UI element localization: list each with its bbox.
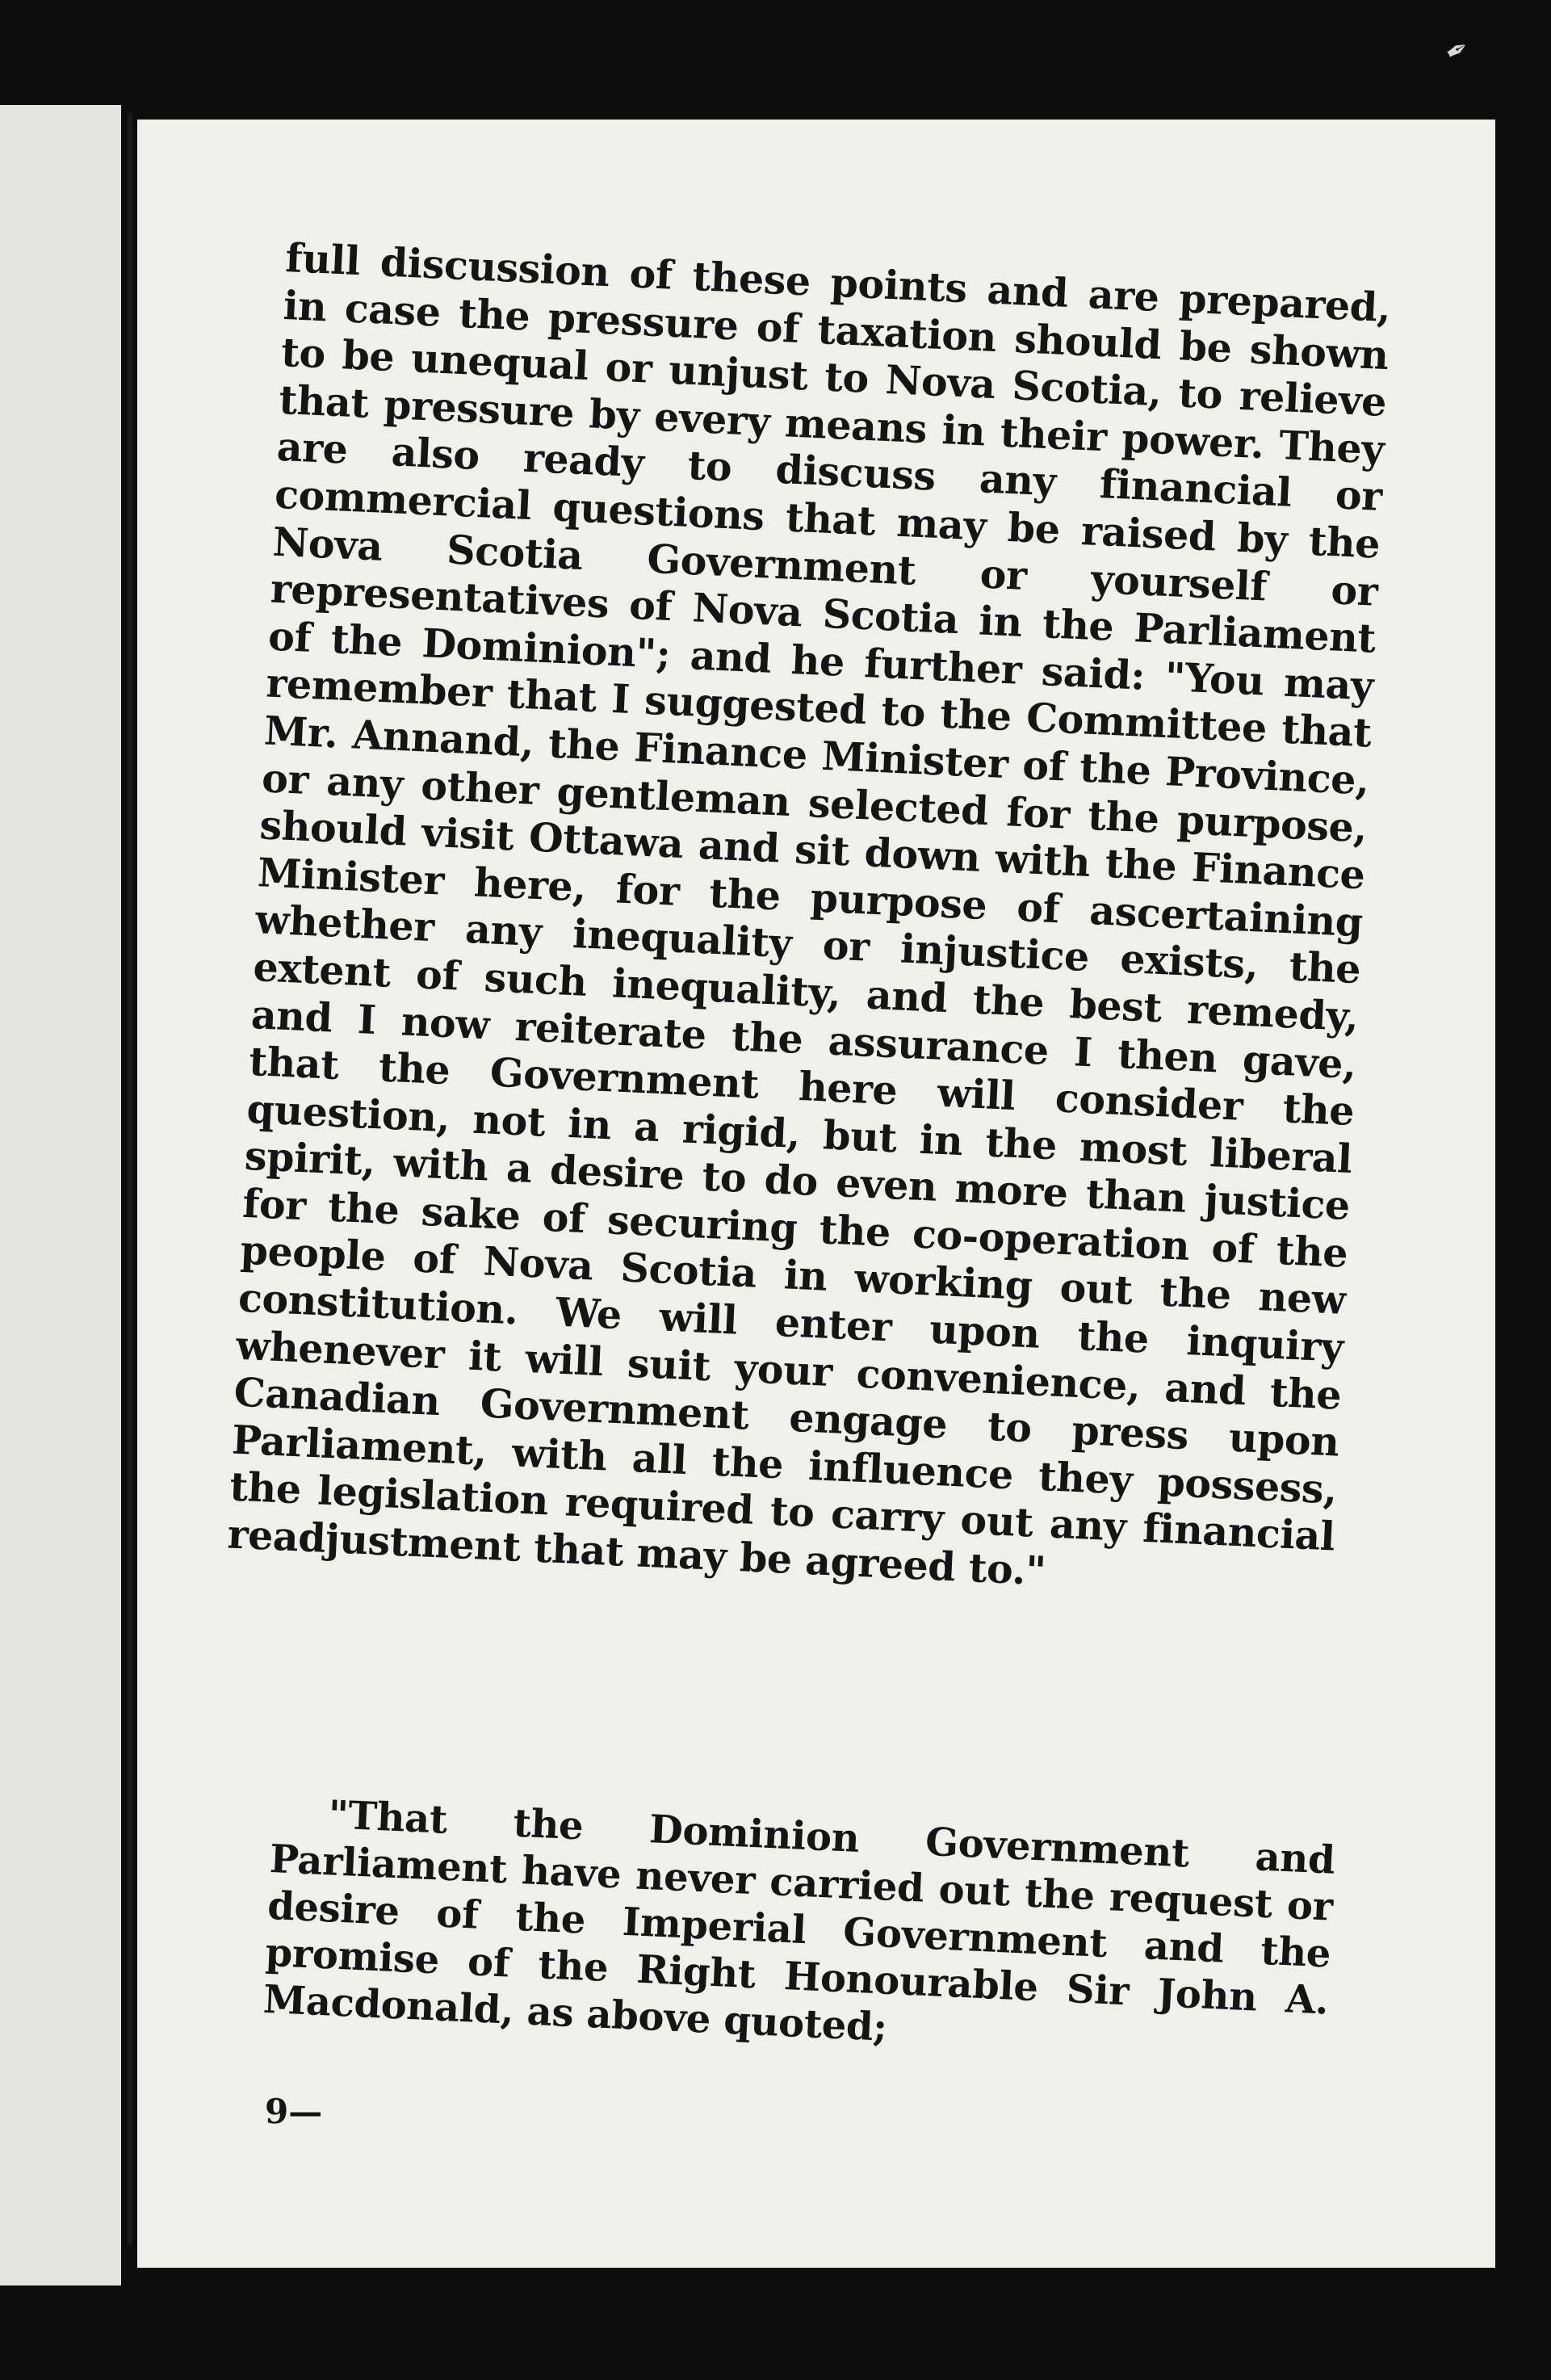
resolution-paragraph: "That the Dominion Government and Parliament have never carried out the request or desire of the Imperial Government and the promise of the Right Honourable Sir John A. Macdonald, as above quoted; [262, 1792, 1336, 2050]
continued-quotation-paragraph: full discussion of these points and are prepared, in case the pressure of taxation should be shown to be unequal or unjust to Nova Scotia, to relieve that pressure by every means in their power. They are also ready to discuss any financial or commercial questions that may be raised by the Nova Scotia Government or yourself or representatives of Nova Scotia in the Parliament of the Dominion"; and he further said: "You may remember that I suggested to the Committee that Mr. Annand, the Finance Minister of the Province, or any other gentleman selected for the purpose, should visit Ottawa and sit down with the Finance Minister here, for the purpose of ascertaining whether any inequality or injustice exists, the extent of such inequality, and the best remedy, and I now reiterate the assurance I then gave, that the Government here will consider the question, not in a rigid, but in the most liberal spirit, with a desire to do even more than justice for the sake of securing the co-operation of the people of Nova Scotia in working out the new constitution. We will enter upon the inquiry whenever it will suit your convenience, and the Canadian Government engage to press upon Parliament, with all the influence they possess, the legislation required to carry out any financial readjustment that may be agreed to." [226, 234, 1392, 1595]
scan-mark-icon: ✒ [1439, 31, 1476, 71]
page-number: 9— [265, 2092, 323, 2131]
facing-page-edge [0, 105, 121, 2286]
book-spine-shadow [128, 113, 132, 2245]
